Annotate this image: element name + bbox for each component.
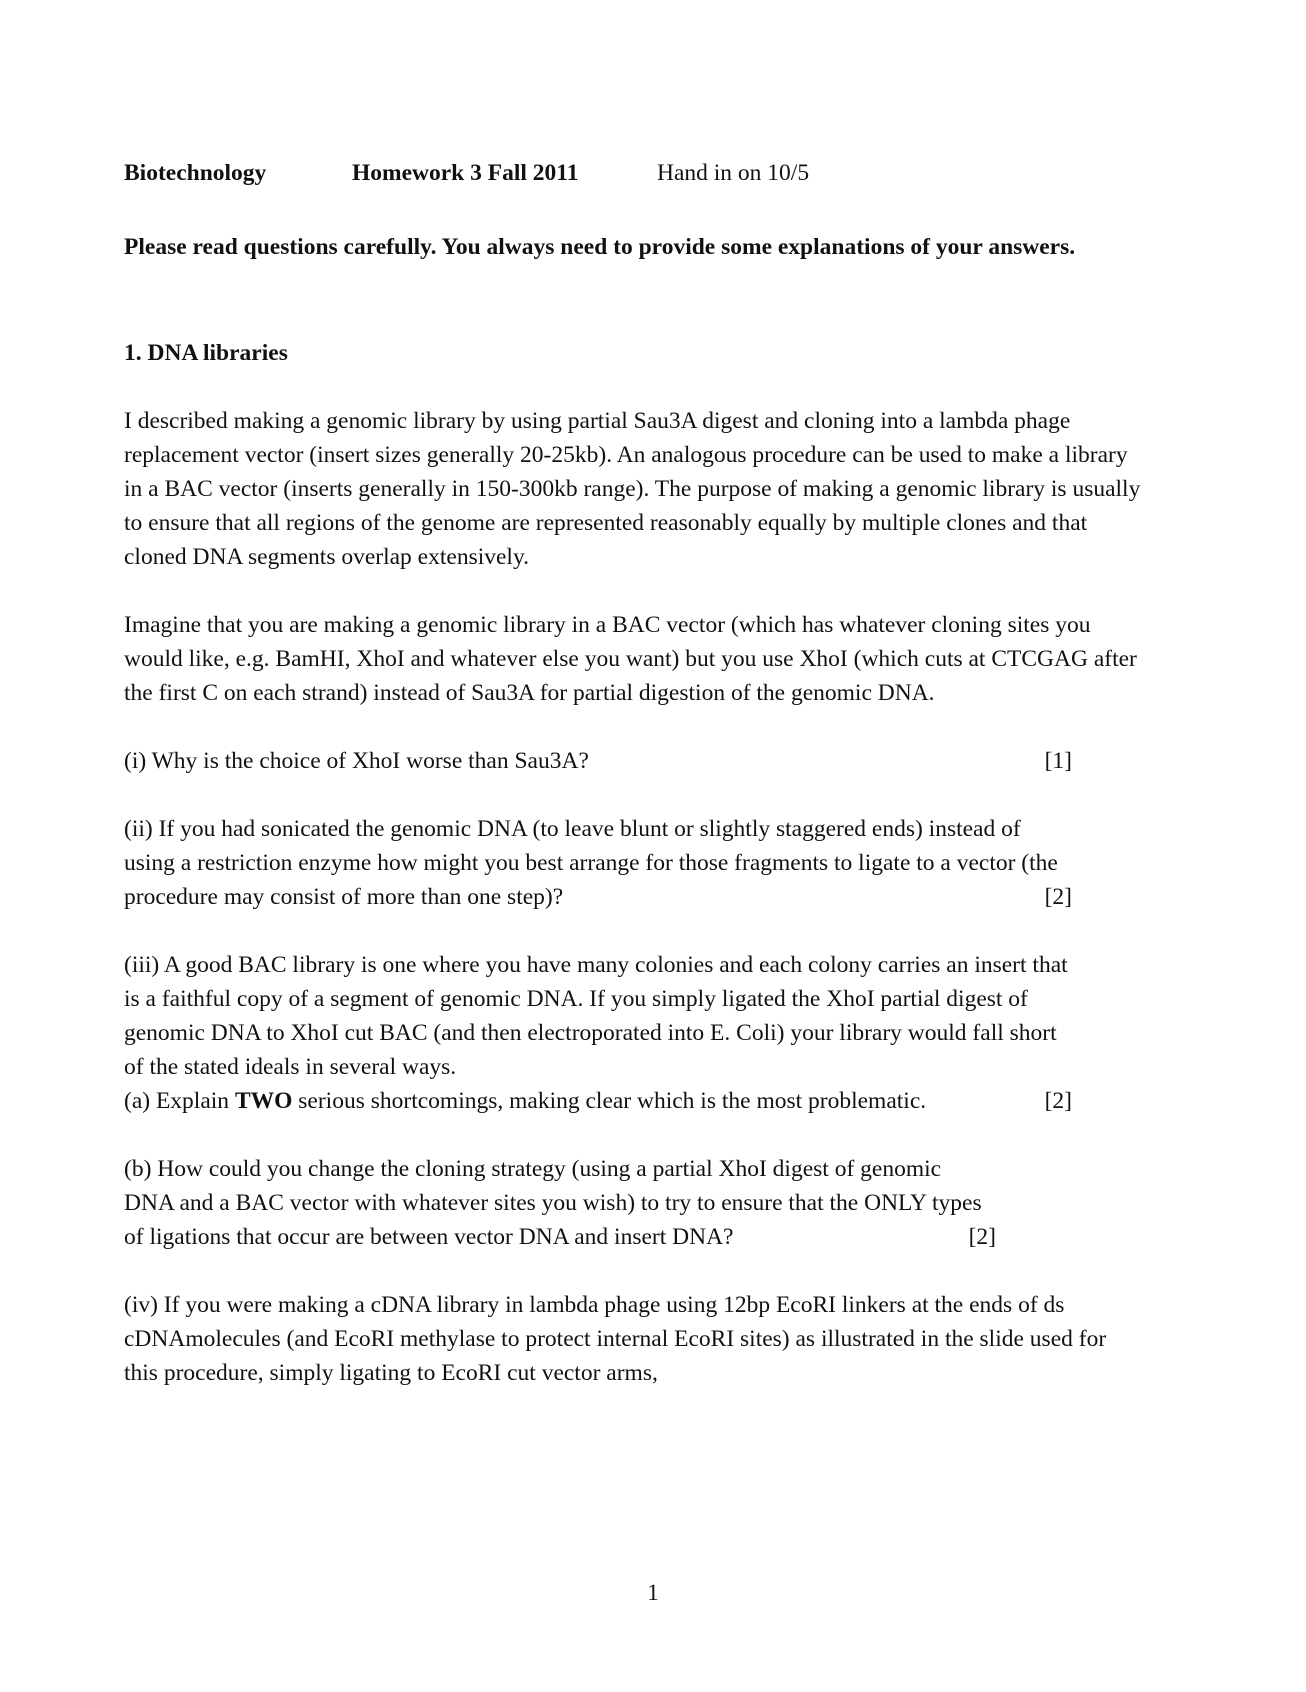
instructions: Please read questions carefully. You always need to provide some explanations of your answers.	[124, 234, 1076, 260]
question-3b-text: (b) How could you change the cloning strategy (using a partial XhoI digest of genomic DNA and a BAC vector with whatever sites you wish) to try to ensure that the ONLY types of ligations that occur are between vector DNA and insert DNA?	[124, 1156, 982, 1250]
question-2-marks: [2]	[1044, 884, 1072, 910]
document-page	[124, 150, 1144, 1390]
question-4-text: (iv) If you were making a cDNA library in lambda phage using 12bp EcoRI linkers at the ends of ds cDNAmolecules (and EcoRI methylase to protect internal EcoRI sites) as illustrated in the slide used for this procedure, simply ligating to EcoRI cut vector arms,	[124, 1292, 1107, 1386]
page-number: 1	[647, 1580, 659, 1605]
question-2	[124, 812, 1072, 914]
question-1-text: (i) Why is the choice of XhoI worse than Sau3A?	[124, 748, 589, 774]
question-3a-suffix: serious shortcomings, making clear which is the most problematic.	[292, 1088, 927, 1114]
course-name: Biotechnology	[124, 160, 267, 186]
section-title: 1. DNA libraries	[124, 340, 288, 366]
question-3a	[124, 1084, 1072, 1118]
due-date: Hand in on 10/5	[657, 160, 810, 186]
question-2-text: (ii) If you had sonicated the genomic DNA (to leave blunt or slightly staggered ends) instead of using a restriction enzyme how might you best arrange for those fragments to ligate to a vector (the procedure may consist of more than one step)?	[124, 816, 1058, 910]
question-3a-prefix: (a) Explain	[124, 1088, 235, 1114]
question-3a-emphasis: TWO	[234, 1088, 293, 1114]
question-1-marks: [1]	[1044, 748, 1072, 774]
homework-title: Homework 3 Fall 2011	[352, 160, 579, 186]
question-1	[124, 744, 1072, 778]
document-header	[124, 156, 1144, 190]
question-3-text: (iii) A good BAC library is one where you have many colonies and each colony carries an insert that is a faithful copy of a segment of genomic DNA. If you simply ligated the XhoI partial digest of genomic DNA to XhoI cut BAC (and then electroporated into E. Coli) your library would fall short of the stated ideals in several ways.	[124, 952, 1068, 1080]
question-3b-marks: [2]	[968, 1224, 996, 1250]
question-3	[124, 948, 1072, 1118]
question-3b	[124, 1152, 996, 1254]
intro-paragraph-1: I described making a genomic library by using partial Sau3A digest and cloning into a lambda phage replacement vector (insert sizes generally 20-25kb). An analogous procedure can be used to make a library in a BAC vector (inserts generally in 150-300kb range). The purpose of making a genomic library is usually to ensure that all regions of the genome are represented reasonably equally by multiple clones and that cloned DNA segments overlap extensively.	[124, 408, 1141, 570]
intro-paragraph-2: Imagine that you are making a genomic library in a BAC vector (which has whatever cloning sites you would like, e.g. BamHI, XhoI and whatever else you want) but you use XhoI (which cuts at CTCGAG after the first C on each strand) instead of Sau3A for partial digestion of the genomic DNA.	[124, 612, 1137, 706]
question-3a-marks: [2]	[1044, 1088, 1072, 1114]
